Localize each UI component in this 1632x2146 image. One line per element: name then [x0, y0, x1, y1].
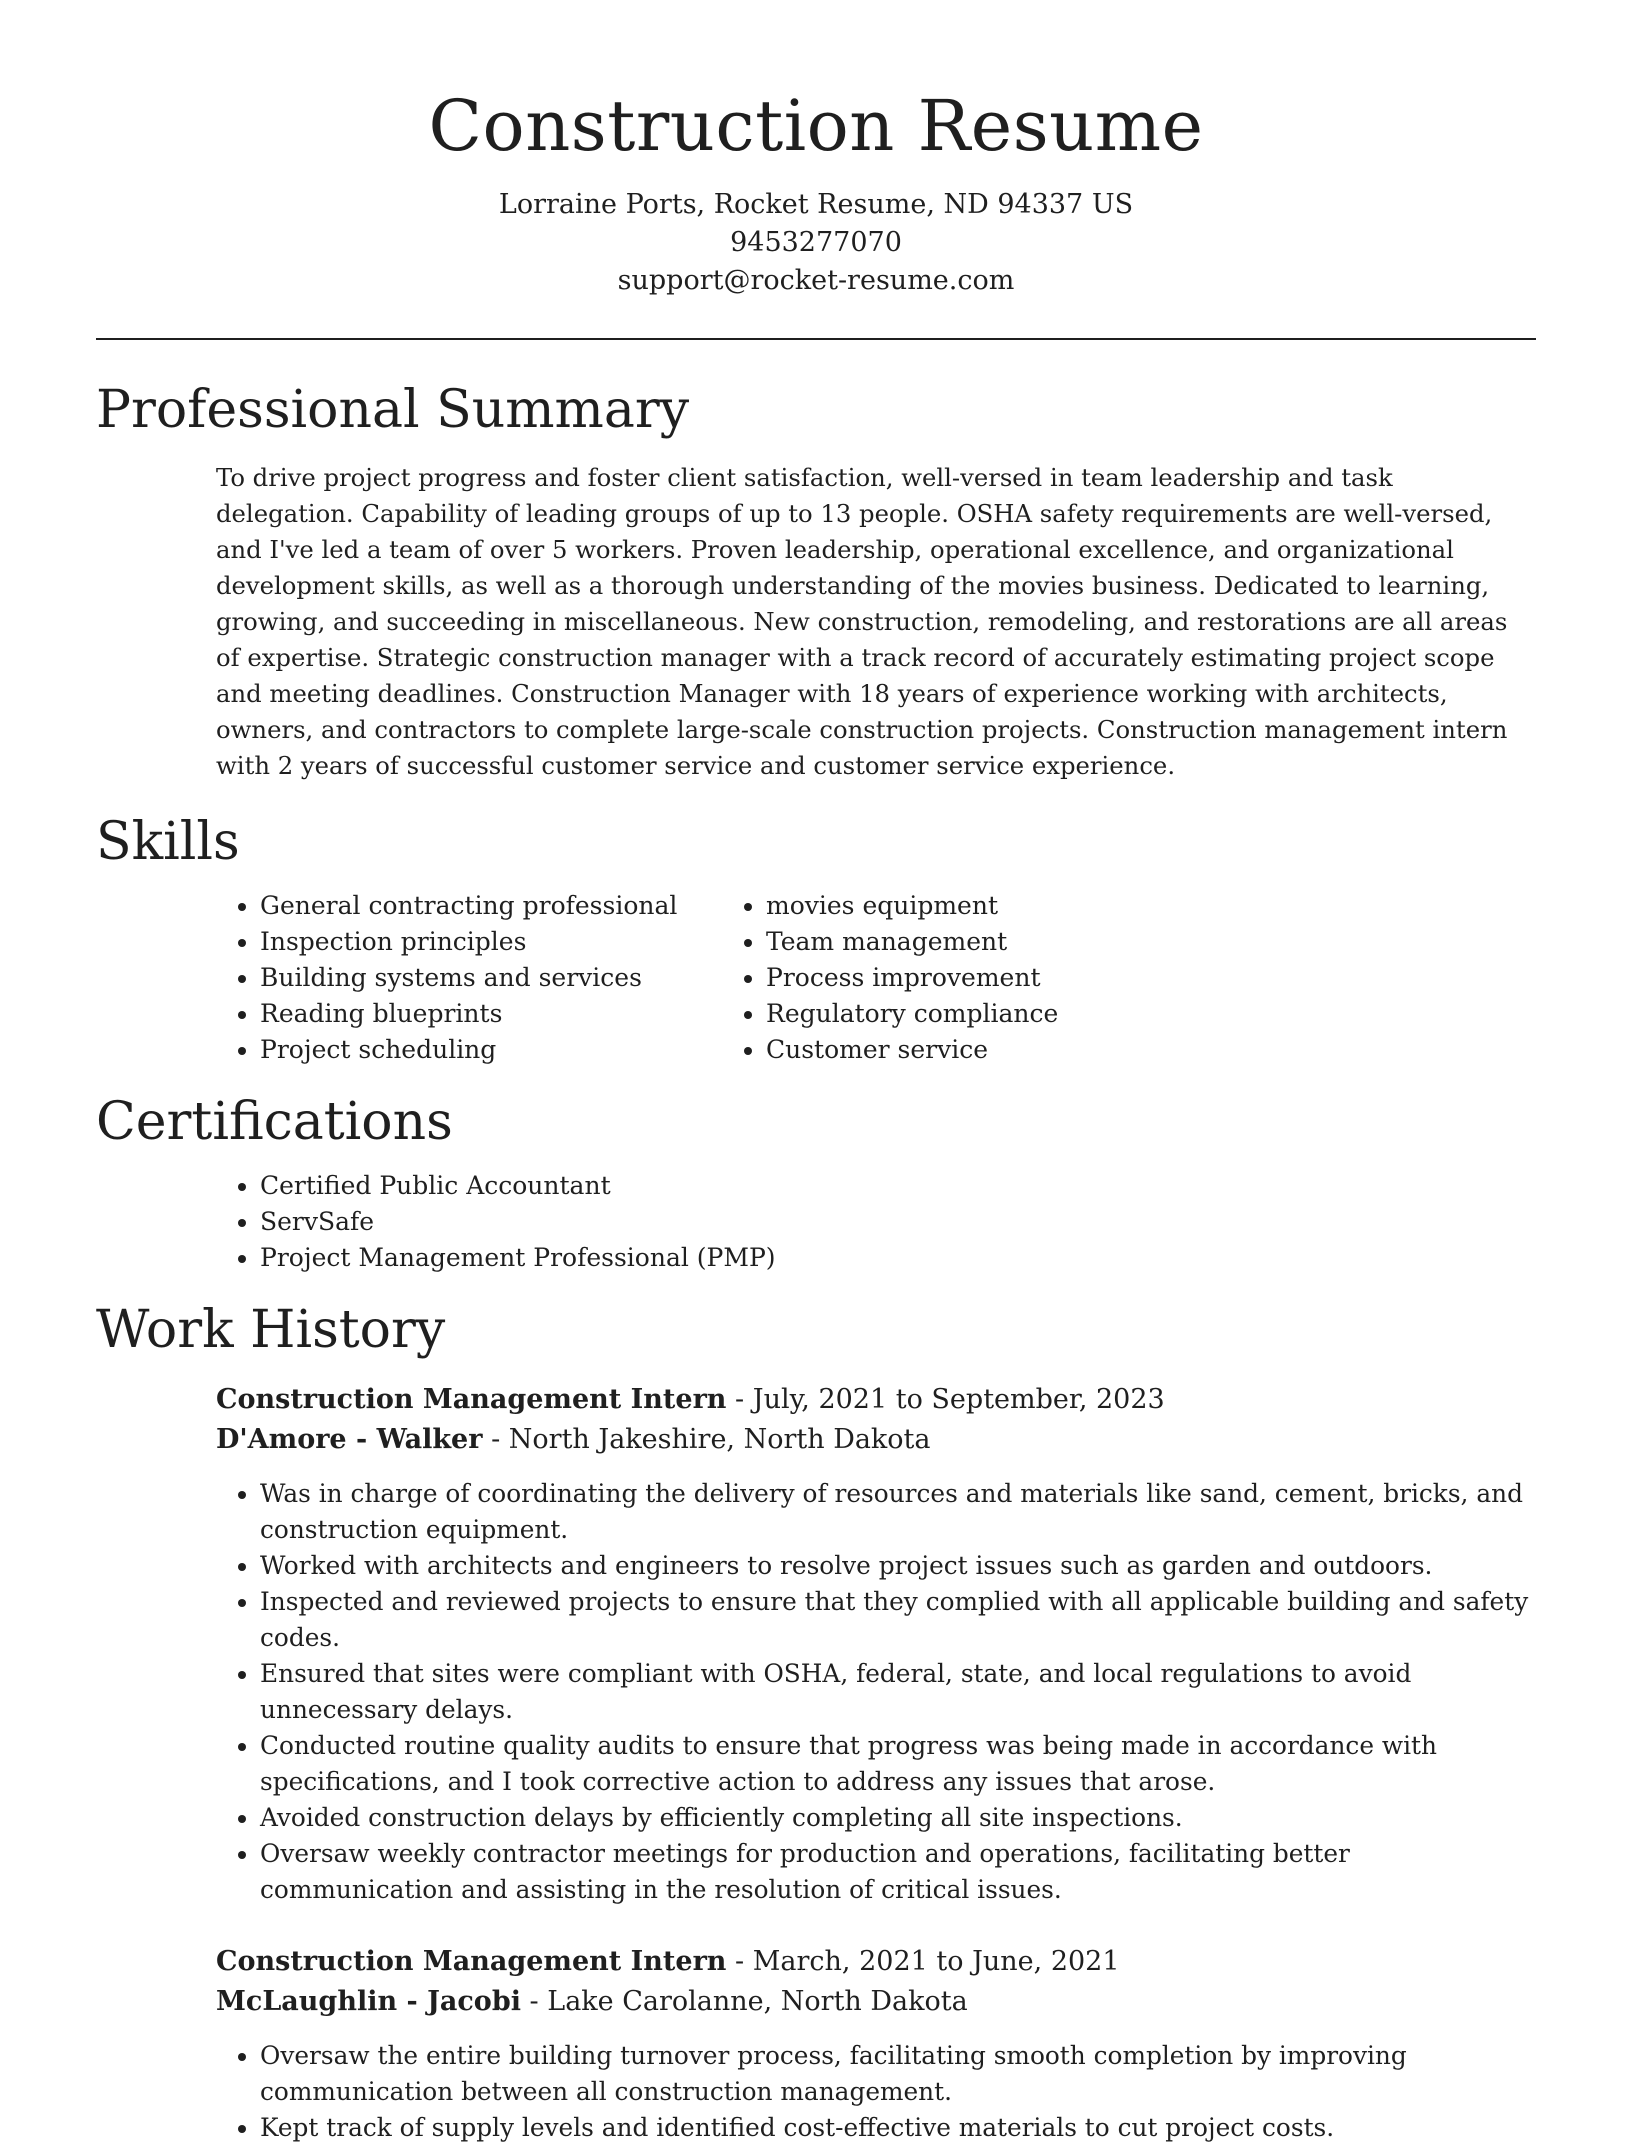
job-bullet: • Ensured that sites were compliant with OSHA, federal, state, and local regulations to avoid unnecessary delays.: [260, 1656, 1536, 1728]
job-bullet-list: [216, 2038, 1536, 2146]
job-entry: [216, 1942, 1536, 2146]
job-company-line: [216, 1420, 1536, 1460]
job-company-line: [216, 1982, 1536, 2022]
job-bullet: • Inspected and reviewed projects to ensure that they complied with all applicable building and safety codes.: [260, 1584, 1536, 1656]
job-bullet: • Kept track of supply levels and identified cost-effective materials to cut project costs.: [260, 2110, 1536, 2146]
certification-item: • Certified Public Accountant: [260, 1168, 1536, 1204]
job-separator: -: [735, 1384, 753, 1415]
job-company: D'Amore - Walker: [216, 1424, 483, 1455]
job-dates: July, 2021 to September, 2023: [752, 1384, 1165, 1415]
job-location: North Jakeshire, North Dakota: [508, 1424, 931, 1455]
skill-item: • General contracting professional: [260, 888, 746, 924]
job-dates: March, 2021 to June, 2021: [752, 1946, 1120, 1977]
certifications-list: [96, 1168, 1536, 1276]
skill-item: • Building systems and services: [260, 960, 746, 996]
job-title: Construction Management Intern: [216, 1384, 727, 1415]
job-bullet: • Conducted routine quality audits to ensure that progress was being made in accordance with specifications, and I took corrective action to address any issues that arose.: [260, 1728, 1536, 1800]
resume-header: [96, 0, 1536, 300]
skills-column-2: [746, 888, 1058, 1068]
header-divider: [96, 338, 1536, 340]
skills-grid: [96, 888, 1536, 1068]
job-bullet: • Oversaw weekly contractor meetings for production and operations, facilitating better communication and assisting in the resolution of critical issues.: [260, 1836, 1536, 1908]
skill-item: • Team management: [766, 924, 1058, 960]
skill-item: • Regulatory compliance: [766, 996, 1058, 1032]
contact-block: [96, 186, 1536, 300]
skill-item: • Customer service: [766, 1032, 1058, 1068]
certification-item: • Project Management Professional (PMP): [260, 1240, 1536, 1276]
certification-item: • ServSafe: [260, 1204, 1536, 1240]
job-bullet: • Was in charge of coordinating the delivery of resources and materials like sand, cement, bricks, and construction equipment.: [260, 1476, 1536, 1548]
skill-item: • Reading blueprints: [260, 996, 746, 1032]
skill-item: • movies equipment: [766, 888, 1058, 924]
skills-column-1: [96, 888, 746, 1068]
contact-email: support@rocket-resume.com: [617, 265, 1015, 296]
summary-text: To drive project progress and foster client satisfaction, well-versed in team leadership and task delegation. Capability of leading groups of up to 13 people. OSHA safety requirements are well-versed, and I've led a team of over 5 workers. Proven leadership, operational excellence, and organizational development skills, as well as a thorough understanding of the movies business. Dedicated to learning, growing, and succeeding in miscellaneous. New construction, remodeling, and restorations are all areas of expertise. Strategic construction manager with a track record of accurately estimating project scope and meeting deadlines. Construction Manager with 18 years of experience working with architects, owners, and contractors to complete large-scale construction projects. Construction management intern with 2 years of successful customer service and customer service experience.: [216, 463, 1508, 780]
job-entry: [216, 1380, 1536, 1908]
job-bullet-list: [216, 1476, 1536, 1908]
contact-address: Lorraine Ports, Rocket Resume, ND 94337 US: [498, 189, 1134, 220]
contact-phone: 9453277070: [730, 227, 902, 258]
job-location: Lake Carolanne, North Dakota: [547, 1986, 968, 2017]
job-company: McLaughlin - Jacobi: [216, 1986, 521, 2017]
skill-item: • Project scheduling: [260, 1032, 746, 1068]
job-bullet: • Worked with architects and engineers to resolve project issues such as garden and outdoors.: [260, 1548, 1536, 1584]
job-separator: -: [735, 1946, 753, 1977]
job-separator: -: [491, 1424, 509, 1455]
skill-item: • Inspection principles: [260, 924, 746, 960]
skill-item: • Process improvement: [766, 960, 1058, 996]
job-separator: -: [529, 1986, 548, 2017]
job-title-line: [216, 1380, 1536, 1420]
job-bullet: • Avoided construction delays by efficiently completing all site inspections.: [260, 1800, 1536, 1836]
job-title: Construction Management Intern: [216, 1946, 727, 1977]
resume-title: Construction Resume: [428, 85, 1204, 167]
work-history-heading: Work History: [96, 1300, 446, 1360]
job-bullet: • Oversaw the entire building turnover process, facilitating smooth completion by improving communication between all construction management.: [260, 2038, 1536, 2110]
certifications-heading: Certifications: [96, 1092, 453, 1152]
job-title-line: [216, 1942, 1536, 1982]
summary-heading: Professional Summary: [96, 380, 690, 440]
skills-heading: Skills: [96, 812, 240, 872]
resume-page: [96, 0, 1536, 2146]
